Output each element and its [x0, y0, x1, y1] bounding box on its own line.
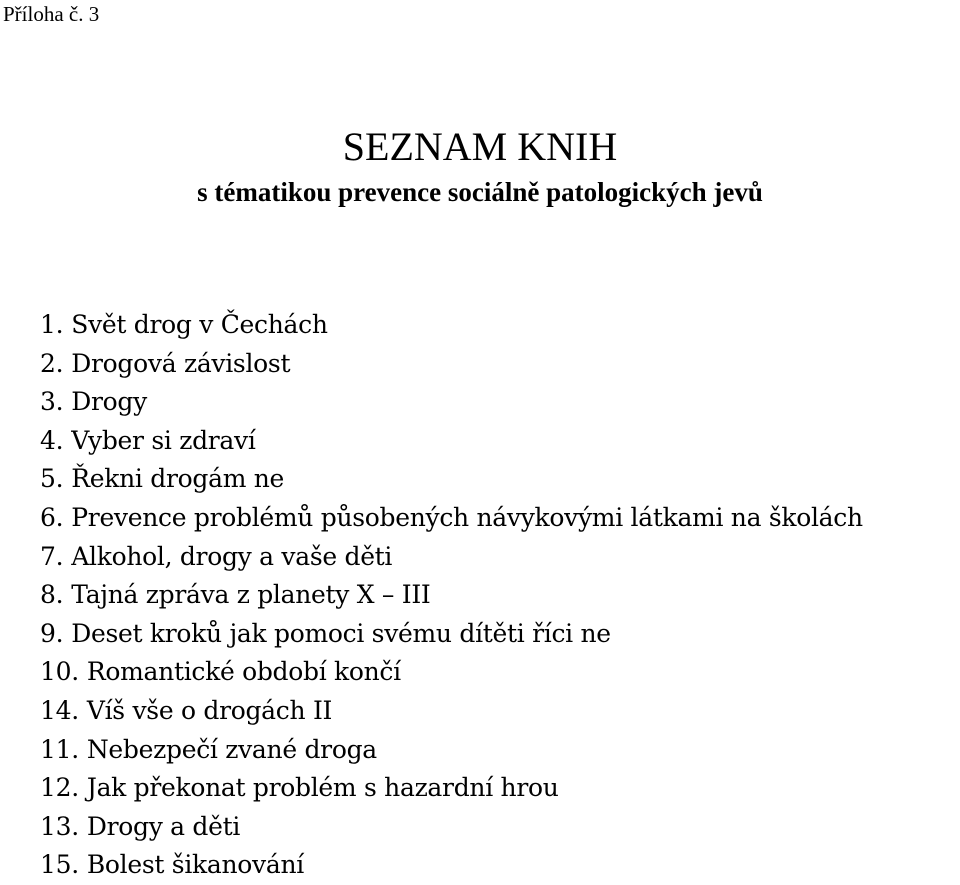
list-item-number: 4. — [40, 425, 64, 455]
list-item-number: 3. — [40, 387, 64, 417]
list-item-number: 15. — [40, 850, 79, 880]
list-item-title: Alkohol, drogy a vaše děti — [71, 541, 393, 571]
list-item-title: Drogová závislost — [71, 348, 291, 378]
list-item-number: 5. — [40, 464, 64, 494]
list-item — [40, 383, 863, 422]
list-item-number: 2. — [40, 348, 64, 378]
list-item — [40, 460, 863, 499]
list-item-number: 6. — [40, 502, 64, 532]
annex-label: Příloha č. 3 — [3, 2, 100, 26]
list-item-number: 8. — [40, 580, 64, 610]
list-item-title: Drogy — [71, 387, 147, 417]
list-item — [40, 538, 863, 577]
list-item-number: 1. — [40, 310, 64, 339]
list-item-number: 14. — [40, 695, 79, 725]
list-item-title: Tajná zpráva z planety X – III — [71, 580, 431, 610]
list-item-number: 7. — [40, 541, 64, 571]
document-subtitle: s tématikou prevence sociálně patologických jevů — [197, 177, 763, 207]
list-item — [40, 422, 863, 461]
list-item-title: Vyber si zdraví — [71, 425, 256, 455]
book-list — [40, 306, 863, 885]
list-item — [40, 576, 863, 615]
list-item-title: Jak překonat problém s hazardní hrou — [86, 773, 559, 803]
list-item-number: 12. — [40, 773, 79, 803]
list-item — [40, 499, 863, 538]
list-item — [40, 731, 863, 770]
list-item-number: 13. — [40, 811, 79, 841]
list-item — [40, 808, 863, 847]
list-item-title: Víš vše o drogách II — [86, 695, 333, 725]
list-item-title: Řekni drogám ne — [71, 464, 285, 494]
list-item — [40, 306, 863, 345]
list-item-title: Bolest šikanování — [86, 850, 304, 880]
list-item-title: Drogy a děti — [86, 811, 241, 841]
list-item — [40, 692, 863, 731]
list-item-title: Svět drog v Čechách — [71, 310, 328, 339]
list-item-title: Romantické období končí — [86, 657, 401, 687]
list-item-title: Prevence problémů působených návykovými látkami na školách — [71, 502, 863, 532]
list-item — [40, 653, 863, 692]
list-item-title: Nebezpečí zvané droga — [86, 734, 377, 764]
list-item-title: Deset kroků jak pomoci svému dítěti říci ne — [71, 618, 611, 648]
list-item-number: 10. — [40, 657, 79, 687]
list-item — [40, 345, 863, 384]
document-title: SEZNAM KNIH — [342, 124, 618, 169]
list-item — [40, 846, 863, 885]
list-item-number: 9. — [40, 618, 64, 648]
list-item — [40, 615, 863, 654]
list-item-number: 11. — [40, 734, 79, 764]
list-item — [40, 769, 863, 808]
